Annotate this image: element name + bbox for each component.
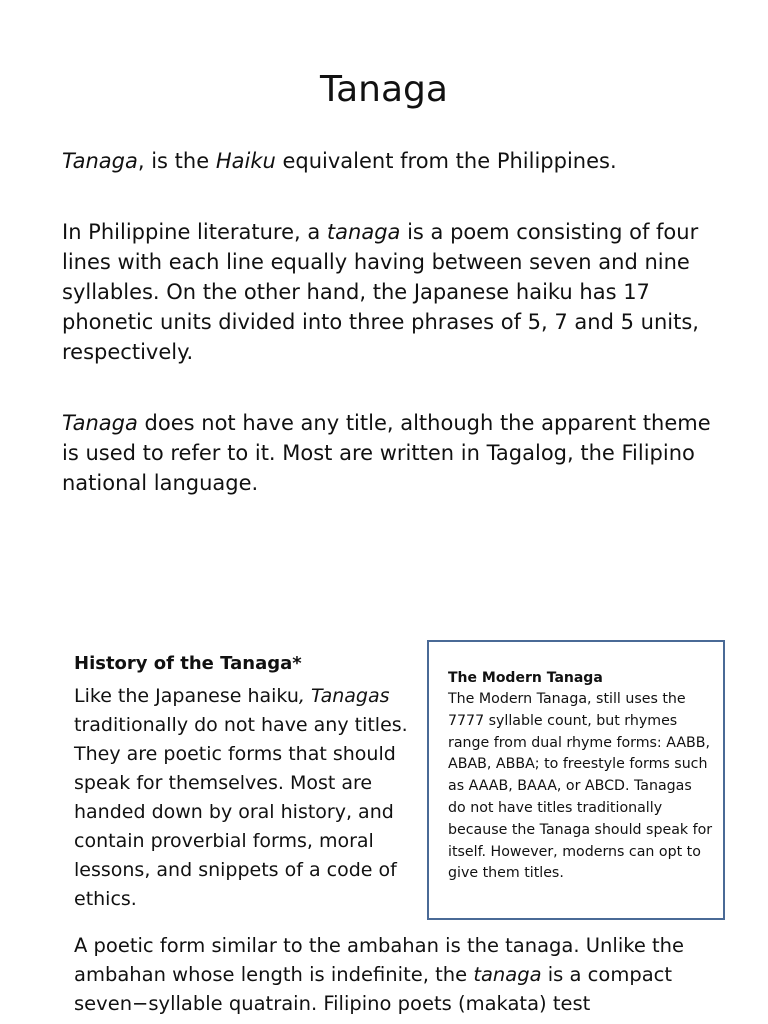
ambahan-paragraph	[74, 931, 714, 1018]
intro-term: Tanaga	[62, 149, 138, 173]
intro-text-b: equivalent from the Philippines.	[275, 149, 617, 173]
title-note-text: does not have any title, although the apparent theme is used to refer to it. Most are written in Tagalog, the Filipino national language.	[62, 411, 711, 495]
history-text-b: traditionally do not have any titles. They are poetic forms that should speak for themselves. Most are handed down by oral history, and contain proverbial forms, moral lessons, and snippets of a code of ethics.	[74, 714, 408, 910]
intro-paragraph	[62, 146, 712, 176]
intro-haiku: Haiku	[215, 149, 276, 173]
definition-paragraph	[62, 217, 712, 367]
modern-tanaga-title: The Modern Tanaga	[448, 670, 603, 686]
definition-text-b: is a poem consisting of four lines with each line equally having between seven and nine syllables. On the other hand, the Japanese haiku has 17 phonetic units divided into three phrases of 5, 7 and 5 units, respectively.	[62, 220, 699, 364]
history-section	[74, 650, 419, 914]
modern-tanaga-body: The Modern Tanaga, still uses the 7777 syllable count, but rhymes range from dual rhyme forms: AABB, ABAB, ABBA; to freestyle forms such as AAAB, BAAA, or ABCD. Tanagas do not have titles traditionally because the Tanaga should speak for itself. However, moderns can opt to give them titles.	[448, 691, 713, 882]
history-heading: History of the Tanaga*	[74, 653, 302, 674]
ambahan-term: tanaga	[473, 963, 542, 986]
title-note-paragraph	[62, 408, 712, 498]
definition-text-a: In Philippine literature, a	[62, 220, 327, 244]
title-note-term: Tanaga	[62, 411, 138, 435]
definition-term: tanaga	[326, 220, 401, 244]
history-text-a: Like the Japanese haiku	[74, 685, 299, 707]
ambahan-text-a: A poetic form similar to the ambahan is the tanaga. Unlike the ambahan whose length is indefinite, the	[74, 934, 685, 986]
intro-text-a: , is the	[137, 149, 216, 173]
history-paragraph	[74, 682, 419, 914]
page-title: Tanaga	[320, 69, 448, 110]
modern-tanaga-box	[427, 640, 725, 920]
history-term: , Tanagas	[298, 685, 390, 707]
ambahan-text-b: is a compact seven−syllable quatrain. Filipino poets (makata) test	[74, 963, 673, 1015]
